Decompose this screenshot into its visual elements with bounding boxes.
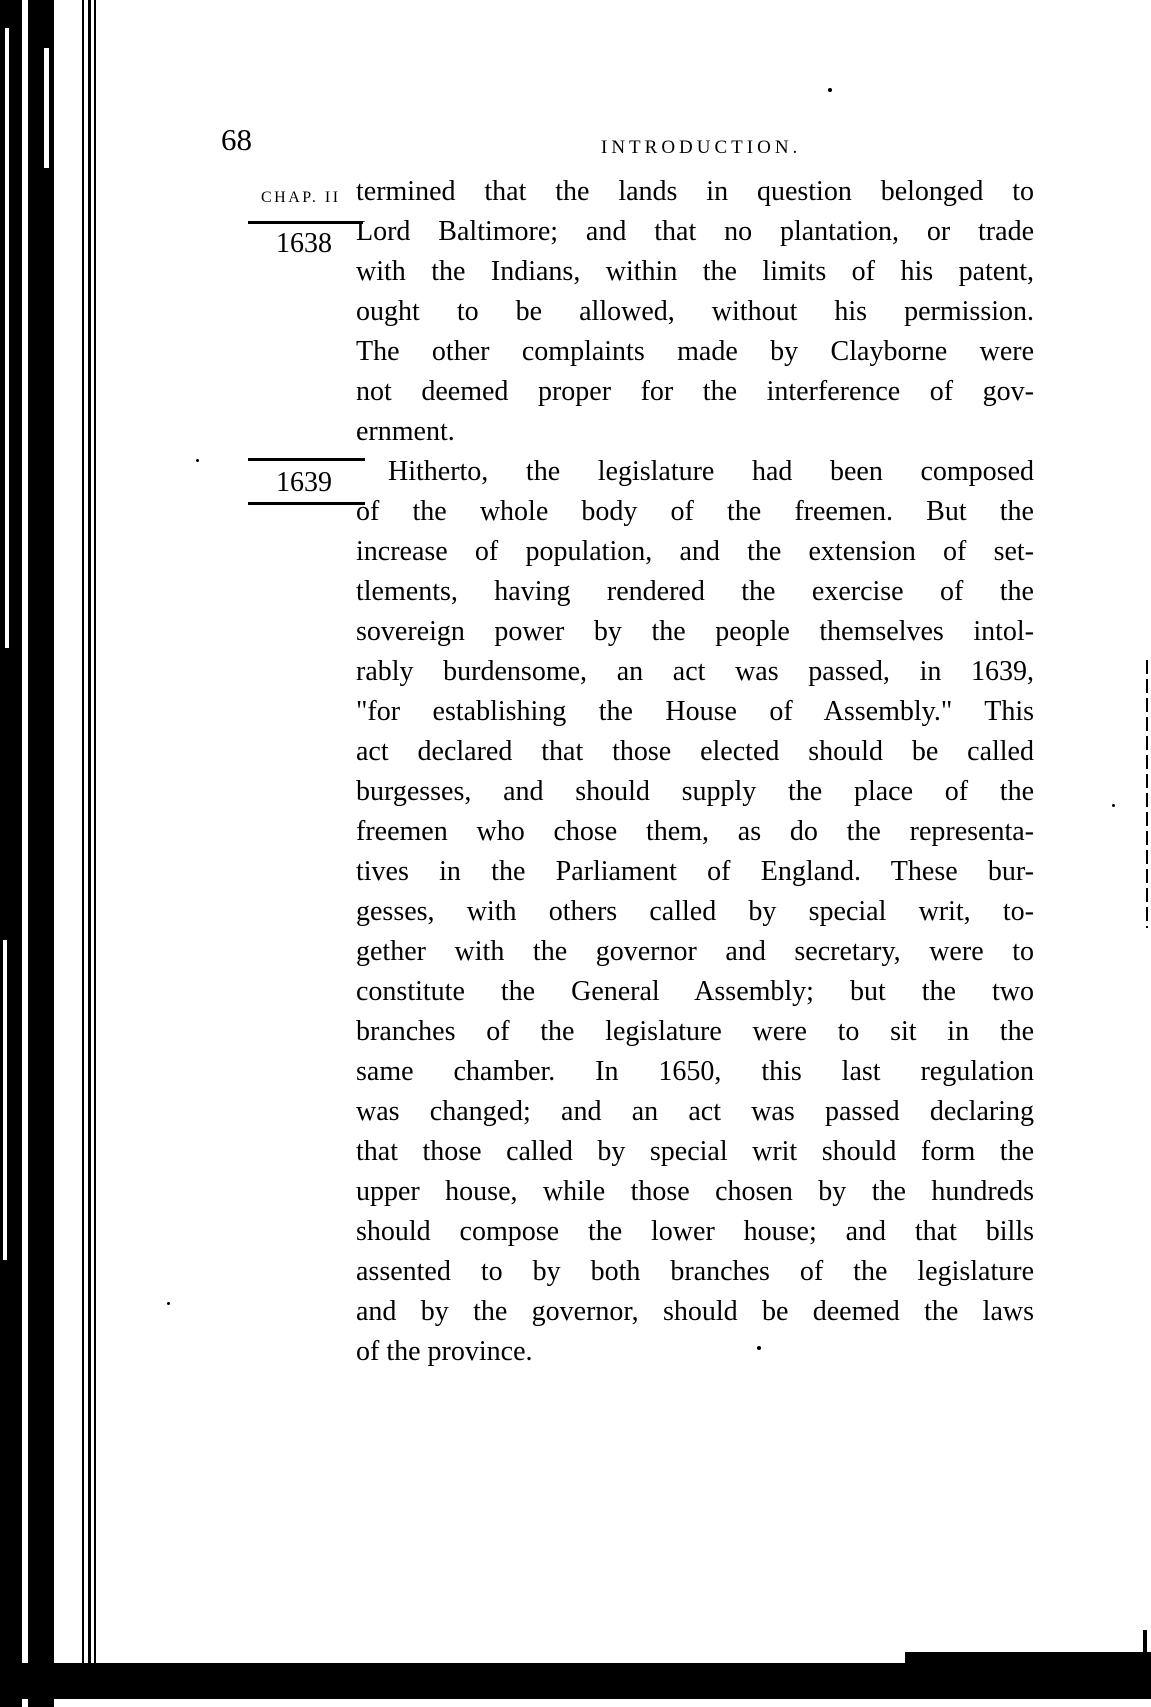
text-line: gether with the governor and secretary, were to bbox=[356, 936, 1034, 967]
text-line: should compose the lower house; and that bills bbox=[356, 1216, 1034, 1247]
text-line: act declared that those elected should be called bbox=[356, 736, 1034, 767]
scan-bottom-bar bbox=[905, 1652, 1151, 1664]
text-line: constitute the General Assembly; but the two bbox=[356, 976, 1034, 1007]
text-line: Lord Baltimore; and that no plantation, or trade bbox=[356, 216, 1034, 247]
margin-year-1638: 1638 bbox=[276, 228, 332, 259]
scan-gutter-bar bbox=[28, 0, 54, 1707]
scan-gutter-highlight bbox=[5, 28, 9, 648]
text-line: was changed; and an act was passed declaring bbox=[356, 1096, 1034, 1127]
text-line: ernment. bbox=[356, 416, 455, 447]
margin-rule bbox=[248, 458, 365, 461]
scan-gutter-highlight bbox=[3, 940, 7, 1260]
text-line: same chamber. In 1650, this last regulation bbox=[356, 1056, 1034, 1087]
margin-rule bbox=[248, 221, 363, 224]
scan-speck bbox=[196, 459, 199, 462]
text-line: and by the governor, should be deemed the laws bbox=[356, 1296, 1034, 1327]
text-line: The other complaints made by Clayborne were bbox=[356, 336, 1034, 367]
scan-bottom-bar bbox=[0, 1663, 1151, 1699]
margin-rule bbox=[248, 502, 365, 505]
text-line: rably burdensome, an act was passed, in 1639, bbox=[356, 656, 1034, 687]
text-line: burgesses, and should supply the place of the bbox=[356, 776, 1034, 807]
page-number: 68 bbox=[221, 122, 252, 157]
text-line: with the Indians, within the limits of his patent, bbox=[356, 256, 1034, 287]
text-line: sovereign power by the people themselves intol- bbox=[356, 616, 1034, 647]
text-line: Hitherto, the legislature had been composed bbox=[388, 456, 1034, 487]
scan-binding-line bbox=[88, 0, 91, 1663]
scan-gutter-highlight bbox=[44, 48, 49, 168]
scan-speck bbox=[828, 88, 832, 92]
text-line: termined that the lands in question belonged to bbox=[356, 176, 1034, 207]
text-line: branches of the legislature were to sit in the bbox=[356, 1016, 1034, 1047]
text-line: assented to by both branches of the legislature bbox=[356, 1256, 1034, 1287]
scan-binding-line bbox=[94, 0, 96, 1663]
text-line: "for establishing the House of Assembly." This bbox=[356, 696, 1034, 727]
margin-chapter-label: CHAP. II bbox=[261, 189, 341, 206]
text-line: of the province. bbox=[356, 1336, 533, 1367]
text-line: tives in the Parliament of England. These bur- bbox=[356, 856, 1034, 887]
text-line: freemen who chose them, as do the representa- bbox=[356, 816, 1034, 847]
running-header: INTRODUCTION. bbox=[601, 137, 802, 158]
scan-speck bbox=[1112, 804, 1115, 807]
text-line: tlements, having rendered the exercise of the bbox=[356, 576, 1034, 607]
scan-speck bbox=[167, 1302, 170, 1305]
text-line: that those called by special writ should form the bbox=[356, 1136, 1034, 1167]
text-line: ought to be allowed, without his permission. bbox=[356, 296, 1034, 327]
text-line: gesses, with others called by special writ, to- bbox=[356, 896, 1034, 927]
scan-dashed-edge-line bbox=[1146, 660, 1148, 928]
body-text bbox=[356, 172, 1034, 1372]
margin-year-1639: 1639 bbox=[276, 467, 332, 498]
scan-bottom-bar bbox=[1143, 1630, 1147, 1655]
text-line: increase of population, and the extension of set- bbox=[356, 536, 1034, 567]
scan-gutter-bar bbox=[0, 0, 22, 1707]
text-line: upper house, while those chosen by the hundreds bbox=[356, 1176, 1034, 1207]
scan-binding-line bbox=[82, 0, 84, 1663]
text-line: of the whole body of the freemen. But the bbox=[356, 496, 1034, 527]
text-line: not deemed proper for the interference of gov- bbox=[356, 376, 1034, 407]
